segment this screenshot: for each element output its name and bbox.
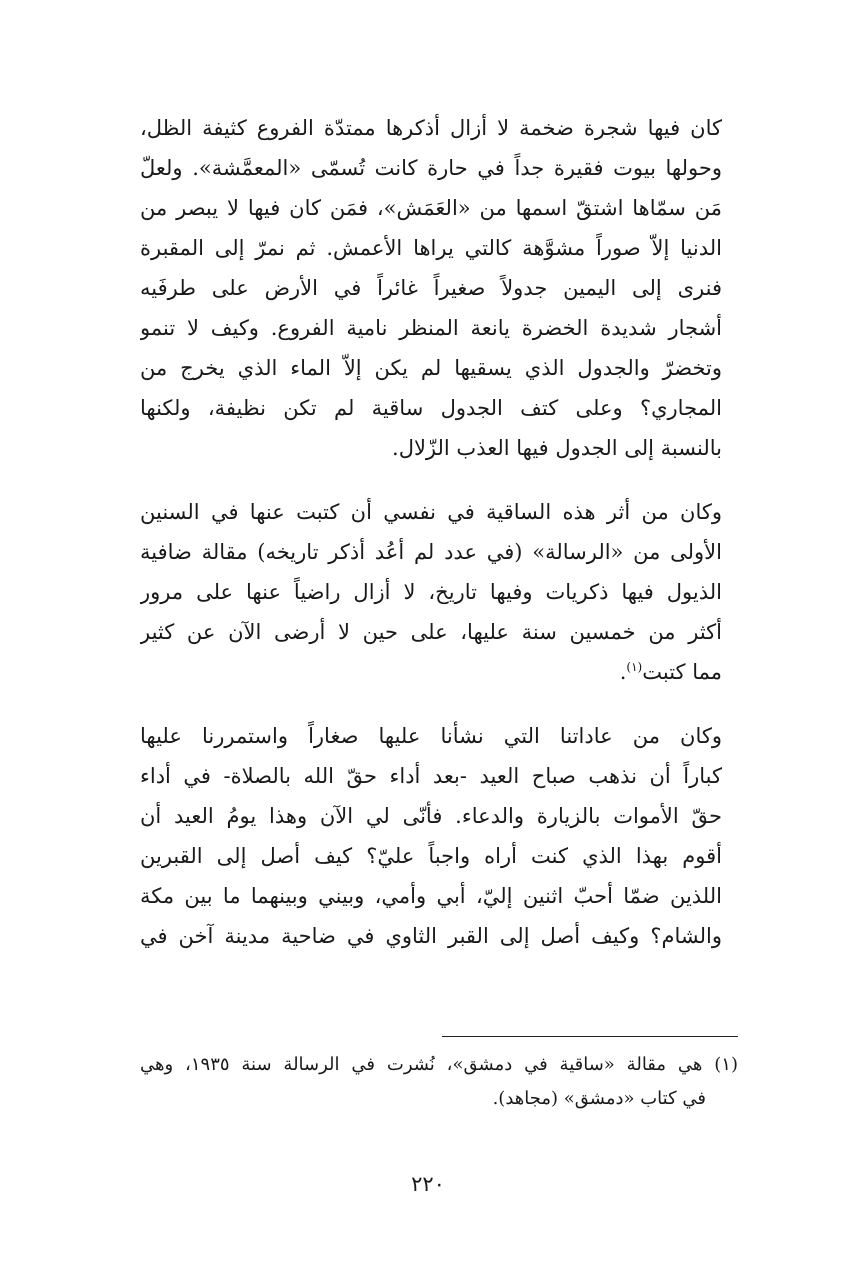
main-text-block — [140, 108, 722, 980]
text-line-with-footnote — [140, 652, 722, 692]
paragraph-2 — [140, 492, 722, 692]
text-line: الدنيا إلاّ صوراً مشوَّهة كالتي يراها الأعمش. ثم نمرّ إلى المقبرة — [140, 236, 722, 260]
text-line: كان فيها شجرة ضخمة لا أزال أذكرها ممتدّة الفروع كثيفة الظل، — [140, 116, 722, 140]
text-line: الأولى من «الرسالة» (في عدد لم أعُد أذكر تاريخه) مقالة ضافية — [140, 540, 722, 564]
text-line: وكان من عاداتنا التي نشأنا عليها صغاراً واستمررنا عليها — [140, 724, 722, 748]
text-line: مَن سمّاها اشتقّ اسمها من «العَمَش»، فمَن كان فيها لا يبصر من — [140, 196, 722, 220]
page-number: ٢٢٠ — [411, 1172, 445, 1196]
footnote-reference: (١) — [626, 660, 643, 674]
text-line: فنرى إلى اليمين جدولاً صغيراً غائراً في الأرض على طرفَيه — [140, 276, 722, 300]
text-line: المجاري؟ وعلى كتف الجدول ساقية لم تكن نظيفة، ولكنها — [140, 396, 722, 420]
text-line: كباراً أن نذهب صباح العيد -بعد أداء حقّ الله بالصلاة- في أداء — [140, 764, 722, 788]
footnote-line: في كتاب «دمشق» (مجاهد). — [492, 1088, 706, 1109]
text-line: بالنسبة إلى الجدول فيها العذب الزّلال. — [392, 436, 722, 460]
text-line: والشام؟ وكيف أصل إلى القبر الثاوي في ضاحية مدينة آخن في — [140, 924, 722, 948]
paragraph-3 — [140, 716, 722, 956]
footnote — [140, 1048, 738, 1116]
text-line: اللذين ضمّا أحبّ اثنين إليّ، أبي وأمي، وبيني وبينهما ما بين مكة — [140, 884, 722, 908]
text-line: أقوم بهذا الذي كنت أراه واجباً عليّ؟ كيف أصل إلى القبرين — [140, 844, 722, 868]
text-line: حقّ الأموات بالزيارة والدعاء. فأنّى لي الآن وهذا يومُ العيد أن — [140, 804, 722, 828]
text-line: مما كتبت — [642, 660, 722, 684]
text-line: وتخضرّ والجدول الذي يسقيها لم يكن إلاّ الماء الذي يخرج من — [140, 356, 722, 380]
text-line: الذيول فيها ذكريات وفيها تاريخ، لا أزال راضياً عنها على مرور — [140, 580, 722, 604]
text-line: أشجار شديدة الخضرة يانعة المنظر نامية الفروع. وكيف لا تنمو — [140, 316, 722, 340]
paragraph-1 — [140, 108, 722, 468]
text-line: أكثر من خمسين سنة عليها، على حين لا أرضى الآن عن كثير — [140, 620, 722, 644]
text-line: وكان من أثر هذه الساقية في نفسي أن كتبت عنها في السنين — [140, 500, 722, 524]
sentence-end: . — [619, 660, 627, 684]
footnote-divider — [442, 1036, 738, 1037]
text-line: وحولها بيوت فقيرة جداً في حارة كانت تُسمّى «المعمَّشة». ولعلّ — [140, 156, 722, 180]
footnote-line: (١) هي مقالة «ساقية في دمشق»، نُشرت في الرسالة سنة ١٩٣٥، وهي — [140, 1054, 738, 1075]
